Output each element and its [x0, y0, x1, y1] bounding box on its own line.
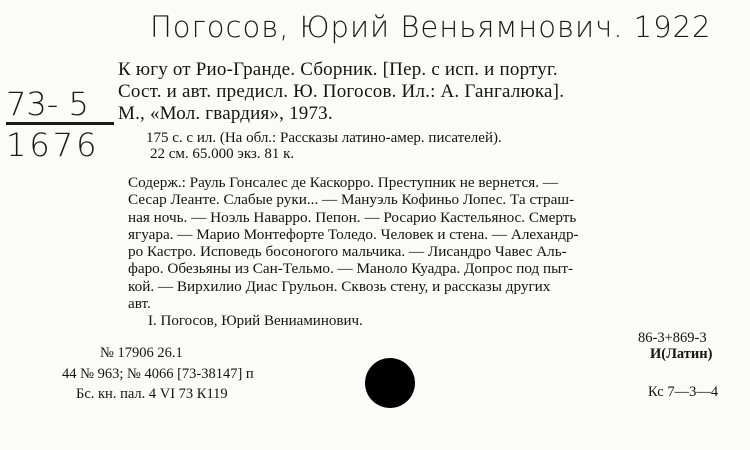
registration-number: № 17906 26.1: [100, 345, 183, 361]
contents-note: [128, 174, 738, 312]
contents-line: авт.: [128, 295, 151, 313]
chamber-info: Бс. кн. пал. 4 VI 73 К119: [76, 386, 228, 402]
contents-line: ягуара. — Марио Монтефорте Толедо. Человек и стена. — Алехандр-: [128, 225, 579, 243]
classification-label: И(Латин): [650, 346, 713, 362]
contents-line: Сесар Леанте. Слабые руки... — Мануэль Кофиньо Лопес. Та страш-: [128, 191, 575, 209]
index-entry: I. Погосов, Юрий Вениаминович.: [148, 313, 363, 329]
contents-line: ная ночь. — Ноэль Наварро. Пепон. — Росарио Кастельянос. Смерть: [128, 208, 577, 226]
classification-code: 86-3+869-3: [638, 330, 707, 346]
contents-line: кой. — Вирхилио Диас Грульон. Сквозь стену, и рассказы других: [128, 277, 551, 295]
title-line: Сост. и авт. предисл. Ю. Погосов. Ил.: А. Гангалюка].: [118, 81, 565, 102]
title-line: К югу от Рио-Гранде. Сборник. [Пер. с исп. и португ.: [118, 59, 558, 80]
physical-description: 175 с. с ил. (На обл.: Рассказы латино-амер. писателей).: [146, 130, 502, 146]
title-line: М., «Мол. гвардия», 1973.: [118, 103, 333, 124]
author-heading: Погосов, Юрий Веньямнович. 1922: [150, 10, 712, 44]
catalog-numbers: 44 № 963; № 4066 [73-38147] п: [62, 366, 254, 382]
contents-line: Содерж.: Рауль Гонсалес де Каскорро. Преступник не вернется. —: [128, 174, 559, 191]
shelf-mark: [6, 86, 118, 163]
shelf-mark-bottom: 1676: [6, 126, 100, 164]
card-hole: [365, 358, 415, 408]
physical-description: 22 см. 65.000 экз. 81 к.: [150, 146, 295, 162]
author-sign: Кс 7—3—4: [648, 384, 719, 400]
shelf-mark-top: 73- 5: [6, 85, 89, 123]
contents-line: фаро. Обезьяны из Сан-Тельмо. — Маноло Куадра. Допрос под пыт-: [128, 260, 574, 278]
contents-line: ро Кастро. Исповедь босоногого мальчика. — Лисандро Чавес Аль-: [128, 243, 567, 261]
